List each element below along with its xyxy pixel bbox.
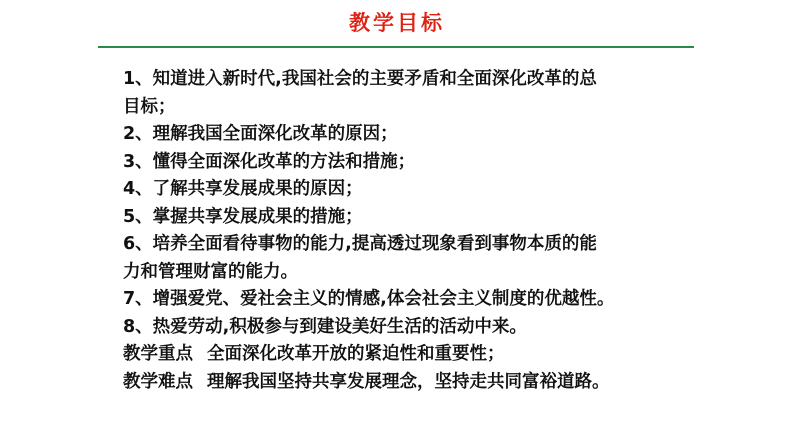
objective-line: 3、懂得全面深化改革的方法和措施； bbox=[123, 151, 416, 172]
objective-line: 6、培养全面看待事物的能力,提高透过现象看到事物本质的能 bbox=[123, 234, 597, 254]
difficult-point bbox=[123, 369, 683, 397]
key-point bbox=[123, 341, 683, 369]
difficult-point-text: 理解我国坚持共享发展理念，坚持走共同富裕道路。 bbox=[207, 371, 610, 392]
title-divider bbox=[98, 46, 694, 48]
objective-line: 2、理解我国全面深化改革的原因； bbox=[123, 124, 398, 144]
objectives-list bbox=[123, 66, 683, 396]
difficult-point-label: 教学难点 bbox=[123, 371, 193, 392]
objective-line: 目标； bbox=[123, 96, 176, 117]
objective-line: 力和管理财富的能力。 bbox=[123, 261, 298, 282]
objective-line: 7、增强爱党、爱社会主义的情感,体会社会主义制度的优越性。 bbox=[123, 289, 615, 309]
page-title: 教学目标 bbox=[349, 10, 445, 35]
objective-line: 1、知道进入新时代,我国社会的主要矛盾和全面深化改革的总 bbox=[123, 69, 597, 89]
objective-line: 5、掌握共享发展成果的措施； bbox=[123, 206, 363, 227]
objective-line: 8、热爱劳动,积极参与到建设美好生活的活动中来。 bbox=[123, 316, 527, 337]
key-point-label: 教学重点 bbox=[123, 344, 193, 364]
key-point-text: 全面深化改革开放的紧迫性和重要性； bbox=[207, 344, 505, 364]
objective-line: 4、了解共享发展成果的原因； bbox=[123, 179, 363, 199]
